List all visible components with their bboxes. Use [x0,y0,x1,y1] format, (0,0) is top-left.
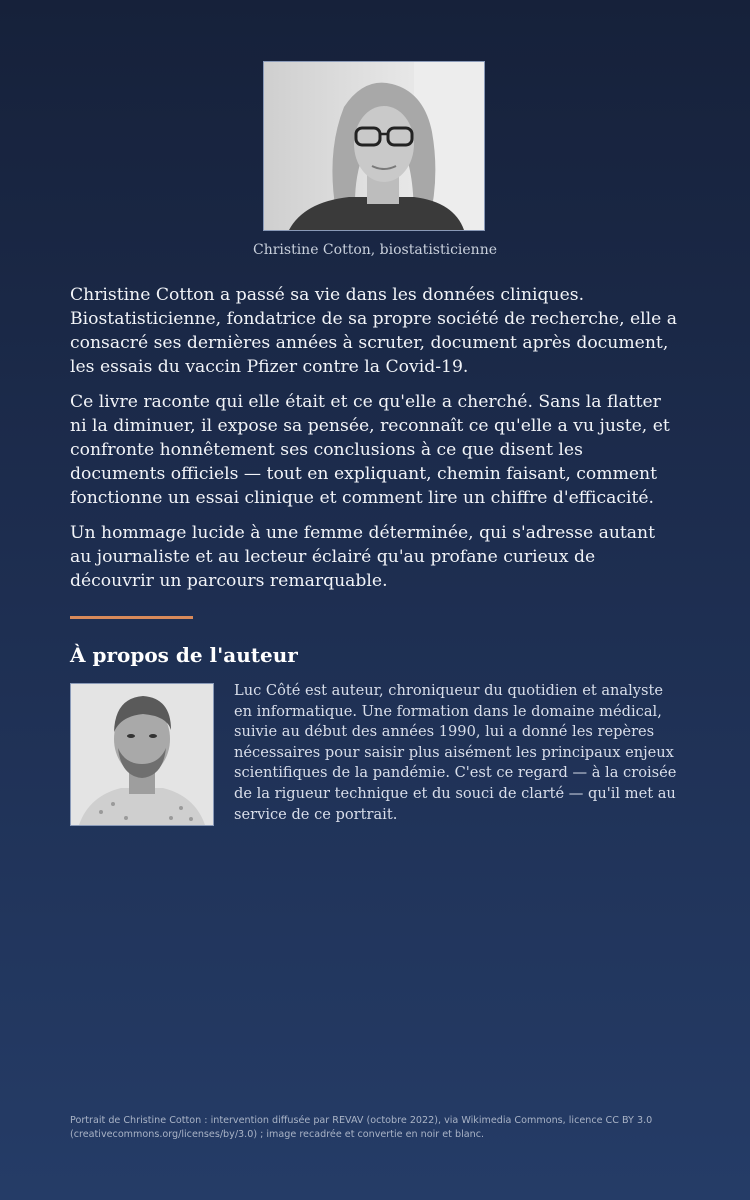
author-bio: Luc Côté est auteur, chroniqueur du quotidien et analyste en informatique. Une formation dans le domaine médical, suivie au début des années 1990, lui a donné les repères nécessaires pour saisir plus aisément les principaux enjeux scientifiques de la pandémie. C'est ce regard — à la croisée de la rigueur technique et du souci de clarté — qu'il met au service de ce portrait. [234,682,677,823]
portrait-caption: Christine Cotton, biostatisticienne [252,242,497,258]
image-credit: Portrait de Christine Cotton : intervention diffusée par REVAV (octobre 2022), via Wikimedia Commons, licence CC BY 3.0 (creativecommons.org/licenses/by/3.0) ; image recadrée et convertie en noir et blanc. [70,1115,653,1140]
about-author-heading: À propos de l'auteur [70,643,298,667]
christine-cotton-portrait [263,61,485,231]
description-paragraph: Christine Cotton a passé sa vie dans les données cliniques. Biostatisticienne, fondatrice de sa propre société de recherche, elle a consacré ses dernières années à scruter, document après document, les essais du vaccin Pfizer contre la Covid-19. [70,285,678,377]
book-description [70,283,680,604]
description-paragraph: Un hommage lucide à une femme déterminée, qui s'adresse autant au journaliste et au lecteur éclairé qu'au profane curieux de découvrir un parcours remarquable. [70,523,656,591]
author-portrait [70,683,214,826]
description-paragraph: Ce livre raconte qui elle était et ce qu'elle a cherché. Sans la flatter ni la diminuer, il expose sa pensée, reconnaît ce qu'elle a vu juste, et confronte honnêtement ses conclusions à ce que disent les documents officiels — tout en expliquant, chemin faisant, comment fonctionne un essai clinique et comment lire un chiffre d'efficacité. [70,392,670,508]
section-divider [70,616,193,619]
